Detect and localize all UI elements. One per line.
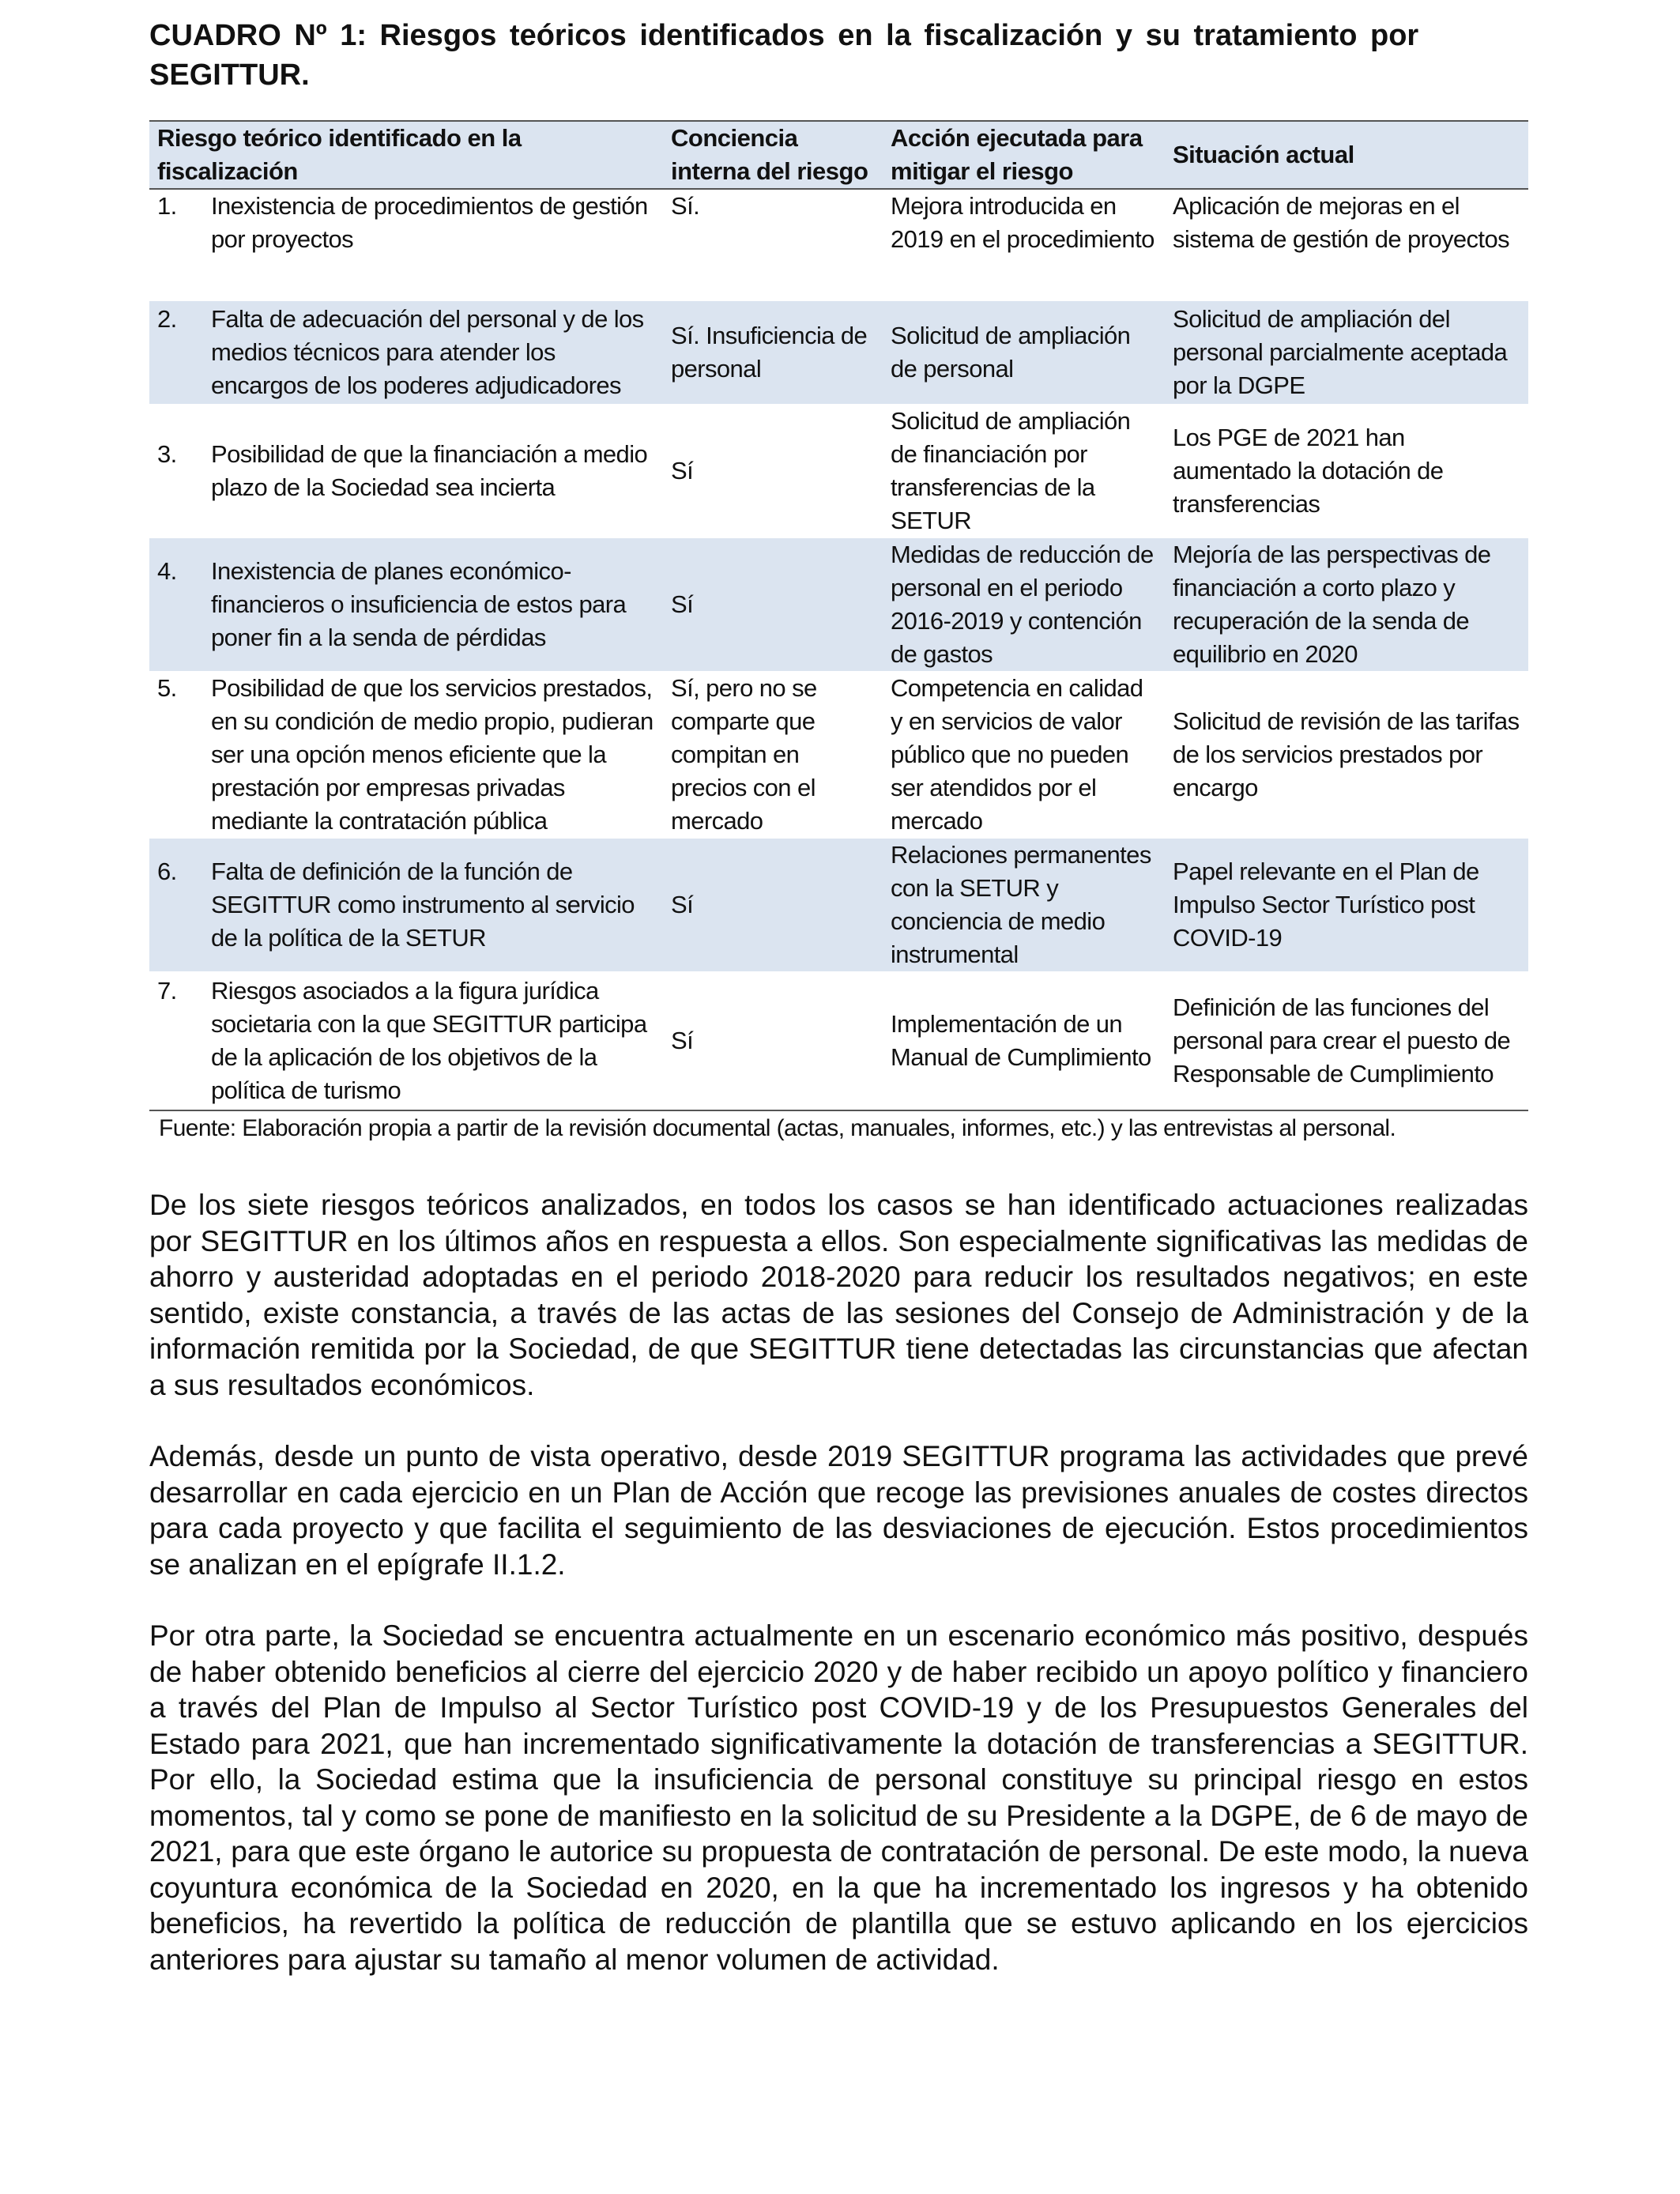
action-cell: Solicitud de ampliación de personal [883, 301, 1165, 404]
risk-cell [149, 839, 663, 971]
risk-cell [149, 538, 663, 671]
risk-cell [149, 404, 663, 538]
action-cell: Relaciones permanentes con la SETUR y conciencia de medio instrumental [883, 839, 1165, 971]
risk-cell [149, 671, 663, 839]
status-cell: Aplicación de mejoras en el sistema de gestión de proyectos [1173, 192, 1509, 253]
table-row [149, 189, 1528, 301]
risk-number: 2. [157, 305, 177, 333]
status-cell: Solicitud de ampliación del personal parcialmente aceptada por la DGPE [1165, 301, 1528, 404]
risk-number: 1. [157, 192, 177, 220]
risk-text: Falta de definición de la función de SEGITTUR como instrumento al servicio de la política de la SETUR [211, 858, 635, 952]
status-cell: Papel relevante en el Plan de Impulso Sector Turístico post COVID-19 [1165, 839, 1528, 971]
awareness-cell: Sí, pero no se comparte que compitan en precios con el mercado [671, 674, 817, 835]
body-paragraph-3: Por otra parte, la Sociedad se encuentra actualmente en un escenario económico más positivo, después de haber obtenido beneficios al cierre del ejercicio 2020 y de haber recibido un apoyo político y financiero a través del Plan de Impulso al Sector Turístico post COVID-19 y de los Presupuestos Generales del Estado para 2021, que han incrementado significativamente la dotación de transferencias a SEGITTUR. Por ello, la Sociedad estima que la insuficiencia de personal constituye su principal riesgo en estos momentos, tal y como se pone de manifiesto en la solicitud de su Presidente a la DGPE, de 6 de mayo de 2021, para que este órgano le autorice su propuesta de contratación de personal. De este modo, la nueva coyuntura económica de la Sociedad en 2020, en la que ha incrementado los ingresos y ha obtenido beneficios, ha revertido la política de reducción de plantilla que se estuvo aplicando en los ejercicios anteriores para ajustar su tamaño al menor volumen de actividad. [149, 1619, 1528, 1976]
risk-text: Riesgos asociados a la figura jurídica societaria con la que SEGITTUR participa de la aplicación de los objetivos de la política de turismo [211, 976, 647, 1104]
table-row [149, 404, 1528, 538]
risk-number: 3. [157, 440, 177, 468]
risk-text: Inexistencia de procedimientos de gestión por proyectos [211, 192, 648, 253]
action-cell: Implementación de un Manual de Cumplimiento [883, 971, 1165, 1110]
action-cell: Solicitud de ampliación de financiación por transferencias de la SETUR [891, 407, 1131, 534]
table-title-line-1: CUADRO Nº 1: Riesgos teóricos identificados en la fiscalización y su tratamiento por [149, 19, 1419, 52]
table-header-row [149, 121, 1528, 189]
risk-number: 7. [157, 976, 177, 1005]
risk-cell [149, 301, 663, 404]
risk-number: 5. [157, 674, 177, 702]
table-row [149, 971, 1528, 1110]
risk-cell [149, 971, 663, 1110]
header-awareness: Conciencia interna del riesgo [663, 121, 883, 189]
awareness-cell: Sí. [671, 192, 700, 220]
table-source-note: Fuente: Elaboración propia a partir de la revisión documental (actas, manuales, informes, etc.) y las entrevistas al personal. [159, 1115, 1396, 1141]
action-cell: Mejora introducida en 2019 en el procedimiento [891, 192, 1155, 253]
table-title [149, 16, 1528, 95]
table-row [149, 671, 1528, 839]
action-cell: Medidas de reducción de personal en el periodo 2016-2019 y contención de gastos [883, 538, 1165, 671]
awareness-cell: Sí [663, 538, 883, 671]
body-paragraph-2: Además, desde un punto de vista operativo, desde 2019 SEGITTUR programa las actividades que prevé desarrollar en cada ejercicio en un Plan de Acción que recoge las previsiones anuales de costes directos para cada proyecto y que facilita el seguimiento de las desviaciones de ejecución. Estos procedimientos se analizan en el epígrafe II.1.2. [149, 1440, 1528, 1581]
document-page [149, 16, 1528, 1977]
awareness-cell: Sí. Insuficiencia de personal [663, 301, 883, 404]
awareness-cell: Sí [663, 971, 883, 1110]
risk-table [149, 120, 1528, 1111]
risk-text: Posibilidad de que los servicios prestados, en su condición de medio propio, pudieran ser una opción menos eficiente que la prestación por empresas privadas mediante la contratación pública [211, 674, 654, 835]
header-status: Situación actual [1165, 121, 1528, 189]
awareness-cell: Sí [663, 839, 883, 971]
header-action: Acción ejecutada para mitigar el riesgo [883, 121, 1165, 189]
status-cell: Definición de las funciones del personal para crear el puesto de Responsable de Cumplimiento [1165, 971, 1528, 1110]
risk-number: 6. [157, 858, 177, 885]
body-paragraph-1: De los siete riesgos teóricos analizados, en todos los casos se han identificado actuaciones realizadas por SEGITTUR en los últimos años en respuesta a ellos. Son especialmente significativas las medidas de ahorro y austeridad adoptadas en el periodo 2018-2020 para reducir los resultados negativos; en este sentido, existe constancia, a través de las actas de las sesiones del Consejo de Administración y de la información remitida por la Sociedad, de que SEGITTUR tiene detectadas las circunstancias que afectan a sus resultados económicos. [149, 1189, 1528, 1401]
table-title-line-2: SEGITTUR. [149, 58, 310, 92]
header-risk: Riesgo teórico identificado en la fiscalización [149, 121, 663, 189]
risk-cell [149, 189, 663, 301]
action-cell: Competencia en calidad y en servicios de valor público que no pueden ser atendidos por el mercado [891, 674, 1143, 835]
risk-number: 4. [157, 557, 177, 585]
status-cell: Mejoría de las perspectivas de financiación a corto plazo y recuperación de la senda de equilibrio en 2020 [1165, 538, 1528, 671]
risk-text: Inexistencia de planes económico-financieros o insuficiencia de estos para poner fin a la senda de pérdidas [211, 557, 627, 651]
table-row [149, 839, 1528, 971]
awareness-cell: Sí [671, 457, 694, 484]
status-cell: Solicitud de revisión de las tarifas de los servicios prestados por encargo [1173, 707, 1520, 801]
status-cell: Los PGE de 2021 han aumentado la dotación de transferencias [1173, 424, 1444, 518]
risk-text: Falta de adecuación del personal y de los medios técnicos para atender los encargos de los poderes adjudicadores [211, 305, 644, 399]
table-row [149, 538, 1528, 671]
risk-text: Posibilidad de que la financiación a medio plazo de la Sociedad sea incierta [211, 440, 648, 501]
table-row [149, 301, 1528, 404]
